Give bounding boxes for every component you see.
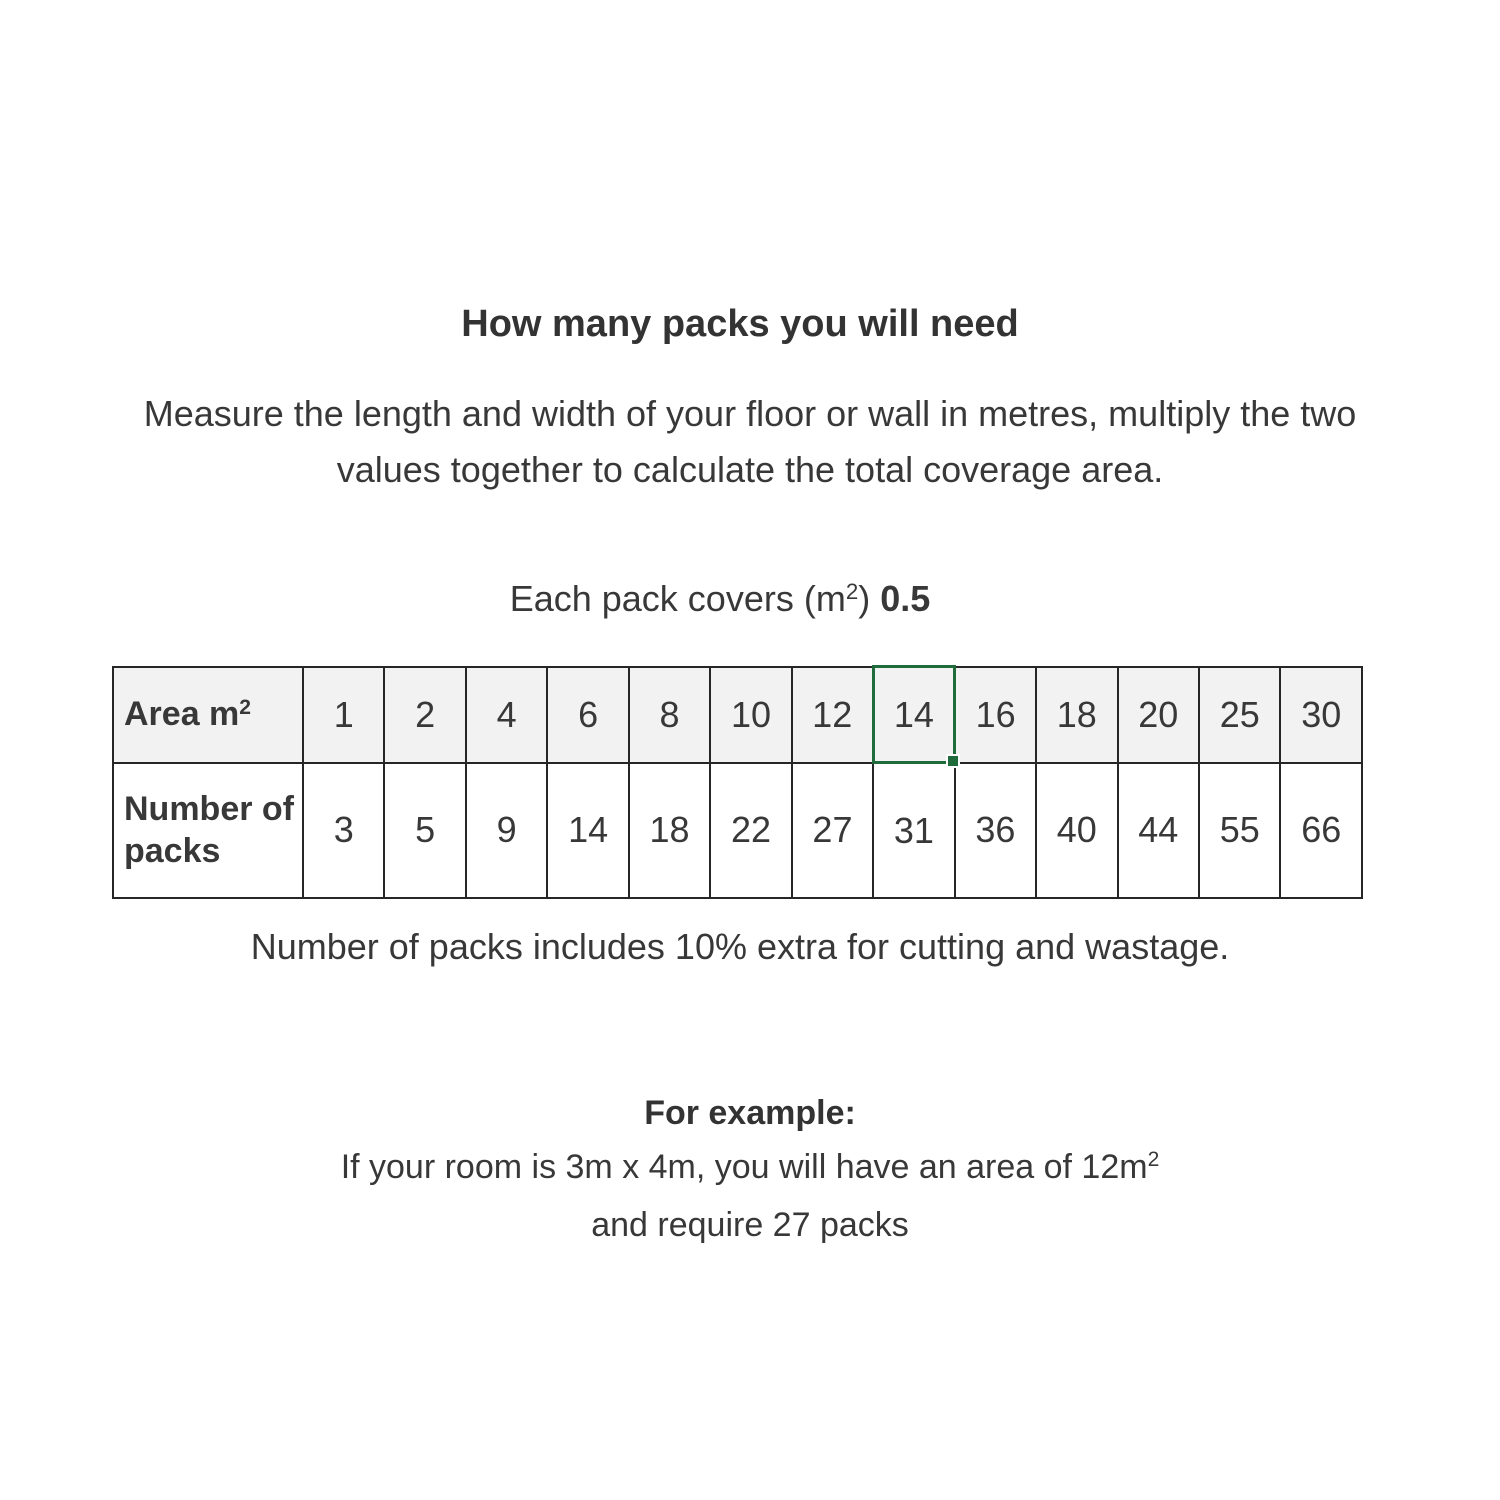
area-row-label xyxy=(113,667,303,763)
packs-cell[interactable]: 5 xyxy=(384,763,465,899)
coverage-label: Each pack covers (m xyxy=(509,578,846,619)
coverage-value: 0.5 xyxy=(880,578,931,619)
packs-cell[interactable]: 27 xyxy=(792,763,873,899)
area-cell[interactable]: 6 xyxy=(547,667,628,763)
packs-row-label: Number of packs xyxy=(113,763,303,899)
coverage-superscript: 2 xyxy=(845,578,859,604)
example-line-1-text: If your room is 3m x 4m, you will have an area of 12m xyxy=(340,1148,1148,1186)
packs-cell[interactable]: 3 xyxy=(303,763,384,899)
area-cell[interactable]: 14 xyxy=(873,667,954,763)
area-cell[interactable]: 30 xyxy=(1280,667,1362,763)
area-cell[interactable]: 18 xyxy=(1036,667,1117,763)
packs-cell[interactable]: 22 xyxy=(710,763,791,899)
area-cell[interactable]: 4 xyxy=(466,667,547,763)
area-label-text: Area m xyxy=(124,695,240,734)
area-row xyxy=(113,667,1362,763)
area-cell[interactable]: 12 xyxy=(792,667,873,763)
packs-cell[interactable]: 31 xyxy=(873,763,954,899)
intro-text: Measure the length and width of your floor or wall in metres, multiply the two values together to calculate the total coverage area. xyxy=(143,393,1357,490)
coverage-label-close: ) xyxy=(858,578,871,619)
area-cell[interactable]: 20 xyxy=(1118,667,1199,763)
packs-cell[interactable]: 40 xyxy=(1036,763,1117,899)
example-superscript: 2 xyxy=(1147,1148,1160,1172)
page-title: How many packs you will need xyxy=(461,303,1019,345)
area-cell[interactable]: 8 xyxy=(629,667,710,763)
packs-cell[interactable]: 36 xyxy=(955,763,1036,899)
coverage-line xyxy=(0,578,1440,620)
packs-cell[interactable]: 66 xyxy=(1280,763,1362,899)
packs-cell[interactable]: 18 xyxy=(629,763,710,899)
area-label-superscript: 2 xyxy=(239,695,252,719)
example-line-2: and require 27 packs xyxy=(591,1206,909,1244)
area-cell[interactable]: 25 xyxy=(1199,667,1280,763)
area-cell[interactable]: 2 xyxy=(384,667,465,763)
packs-cell[interactable]: 44 xyxy=(1118,763,1199,899)
example-line-1 xyxy=(0,1148,1500,1187)
wastage-note: Number of packs includes 10% extra for cutting and wastage. xyxy=(250,926,1230,967)
packs-cell[interactable]: 14 xyxy=(547,763,628,899)
example-heading: For example: xyxy=(644,1094,856,1132)
area-cell[interactable]: 10 xyxy=(710,667,791,763)
packs-row xyxy=(113,763,1362,899)
area-cell[interactable]: 16 xyxy=(955,667,1036,763)
area-cell[interactable]: 1 xyxy=(303,667,384,763)
packs-table xyxy=(112,665,1363,899)
packs-cell[interactable]: 9 xyxy=(466,763,547,899)
packs-cell[interactable]: 55 xyxy=(1199,763,1280,899)
